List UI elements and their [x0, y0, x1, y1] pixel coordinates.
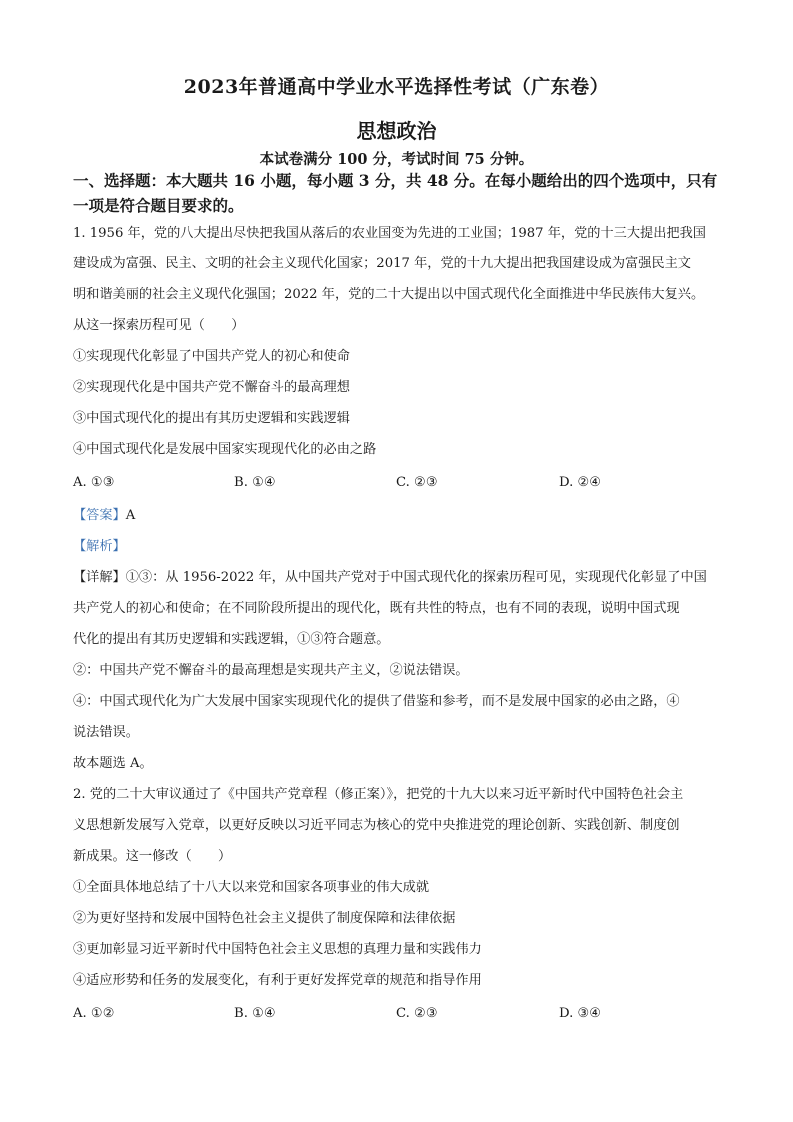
- q1-detail-line: 共产党人的初心和使命；在不同阶段所提出的现代化，既有共性的特点，也有不同的表现，说明中国式现: [73, 601, 680, 616]
- q2-stem-line: 新成果。这一修改（ ）: [73, 849, 232, 864]
- analysis-label: 【解析】: [73, 539, 126, 554]
- answer-label: 【答案】: [73, 508, 126, 523]
- q1-detail-line: ②：中国共产党不懈奋斗的最高理想是实现共产主义，②说法错误。: [73, 663, 469, 678]
- q1-detail-line: ④：中国式现代化为广大发展中国家实现现代化的提供了借鉴和参考，而不是发展中国家的必由之路，④: [73, 694, 680, 709]
- q1-option-a: A. ①③: [73, 475, 115, 490]
- exam-info: 本试卷满分 100 分，考试时间 75 分钟。: [259, 151, 534, 168]
- exam-title: 2023年普通高中学业水平选择性考试（广东卷）: [183, 76, 610, 98]
- q1-statement: ②实现现代化是中国共产党不懈奋斗的最高理想: [73, 380, 350, 395]
- q2-option-a: A. ①②: [73, 1006, 115, 1021]
- q2-option-c: C. ②③: [396, 1006, 438, 1021]
- q2-option-d: D. ③④: [559, 1006, 602, 1021]
- q1-option-c: C. ②③: [396, 475, 438, 490]
- q1-option-b: B. ①④: [234, 475, 276, 490]
- section-heading-line2: 一项是符合题目要求的。: [73, 196, 244, 215]
- q2-statement: ②为更好坚持和发展中国特色社会主义提供了制度保障和法律依据: [73, 911, 456, 926]
- q1-detail-line: 故本题选 A。: [73, 756, 153, 771]
- q1-option-d: D. ②④: [559, 475, 602, 490]
- q2-option-b: B. ①④: [234, 1006, 276, 1021]
- q1-answer: [73, 507, 733, 525]
- q2-statement: ③更加彰显习近平新时代中国特色社会主义思想的真理力量和实践伟力: [73, 942, 482, 957]
- q1-stem-line: 建设成为富强、民主、文明的社会主义现代化国家；2017 年，党的十九大提出把我国建设成为富强民主文: [73, 256, 691, 271]
- q2-statement: ①全面具体地总结了十八大以来党和国家各项事业的伟大成就: [73, 880, 430, 895]
- subject-title: 思想政治: [356, 119, 437, 143]
- q1-stem-line: 从这一探索历程可见（ ）: [73, 318, 245, 333]
- q1-stem-line: 1. 1956 年，党的八大提出尽快把我国从落后的农业国变为先进的工业国；1987 年，党的十三大提出把我国: [73, 226, 706, 241]
- q1-detail-line: 说法错误。: [73, 725, 139, 740]
- q1-statement: ①实现现代化彰显了中国共产党人的初心和使命: [73, 349, 350, 364]
- q1-stem-line: 明和谐美丽的社会主义现代化强国；2022 年，党的二十大提出以中国式现代化全面推进中华民族伟大复兴。: [73, 287, 705, 302]
- answer-value: A: [125, 508, 136, 523]
- q2-stem-line: 义思想新发展写入党章，以更好反映以习近平同志为核心的党中央推进党的理论创新、实践创新、制度创: [73, 818, 680, 833]
- q1-detail-line: 代化的提出有其历史逻辑和实践逻辑，①③符合题意。: [73, 632, 390, 647]
- section-heading-line1: 一、选择题：本大题共 16 小题，每小题 3 分，共 48 分。在每小题给出的四个选项中，只有: [73, 171, 718, 190]
- q1-statement: ④中国式现代化是发展中国家实现现代化的必由之路: [73, 442, 377, 457]
- q2-statement: ④适应形势和任务的发展变化，有利于更好发挥党章的规范和指导作用: [73, 973, 482, 988]
- q1-detail-line: 【详解】①③：从 1956-2022 年，从中国共产党对于中国式现代化的探索历程可见，实现现代化彰显了中国: [73, 570, 707, 585]
- q1-statement: ③中国式现代化的提出有其历史逻辑和实践逻辑: [73, 411, 350, 426]
- q2-stem-line: 2. 党的二十大审议通过了《中国共产党章程（修正案）》，把党的十九大以来习近平新时代中国特色社会主: [73, 787, 684, 802]
